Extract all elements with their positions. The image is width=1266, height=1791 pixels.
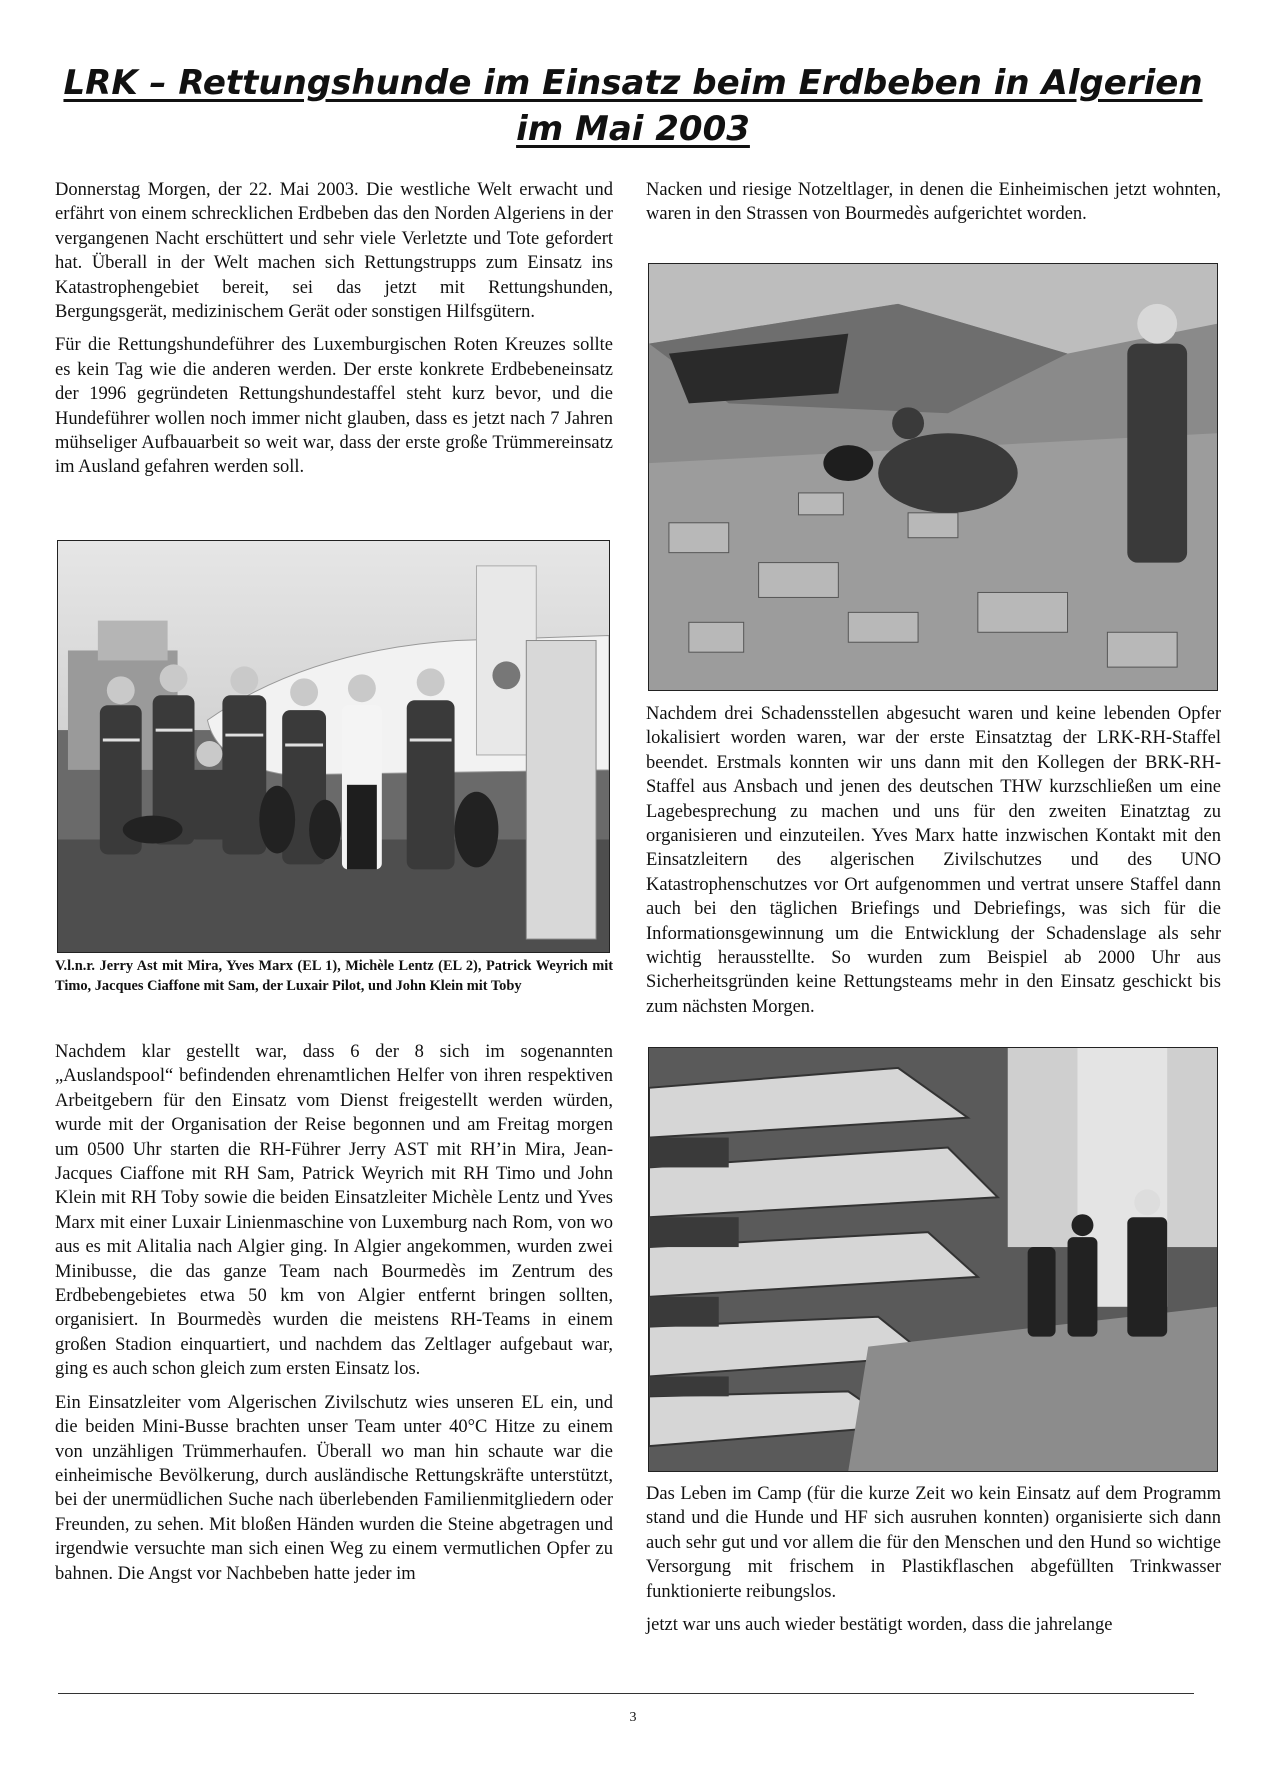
paragraph: Ein Einsatzleiter vom Algerischen Zivilschutz wies unseren EL ein, und die beiden Mini-Busse brachten unser Team unter 40°C Hitze zu einem von unzähligen Trümmerhaufen. Überall wo man hin schaute war die einheimische Bevölkerung, durch ausländische Rettungskräfte unterstützt, bei der unermüdlichen Suche nach überlebenden Familienmitgliedern oder Freunden, zu sehen. Mit bloßen Händen wurden die Steine abgetragen und irgendwie versuchte man sich einen Weg zu einem vermutlichen Opfer zu bahnen. Die Angst vor Nachbeben hatte jeder im xyxy=(55,1392,613,1584)
title-line-2: im Mai 2003 xyxy=(516,109,750,149)
right-column-middle xyxy=(646,702,1221,1028)
right-column-body xyxy=(646,1482,1221,1646)
paragraph: Nacken und riesige Notzeltlager, in denen die Einheimischen jetzt wohnten, waren in den Strassen von Bourmedès aufgerichtet worden. xyxy=(646,180,1221,225)
left-column-intro xyxy=(55,178,613,489)
paragraph: Das Leben im Camp (für die kurze Zeit wo kein Einsatz auf dem Programm stand und die Hunde und HF sich ausruhen konnten) organisierte sich dann auch sehr gut und vor allem die für den Menschen und den Hund so wichtige Versorgung mit frischem in Plastikflaschen abgefüllten Trinkwasser funktionierte reibungslos. xyxy=(646,1484,1221,1602)
right-column-intro xyxy=(646,178,1221,236)
page-number: 3 xyxy=(629,1710,637,1725)
team-photo-caption: V.l.n.r. Jerry Ast mit Mira, Yves Marx (EL 1), Michèle Lentz (EL 2), Patrick Weyrich mit Timo, Jacques Ciaffone mit Sam, der Luxair Pilot, und John Klein mit Toby xyxy=(55,958,613,994)
paragraph: Nachdem drei Schadensstellen abgesucht waren und keine lebenden Opfer lokalisiert worden waren, war der erste Einsatztag der LRK-RH-Staffel beendet. Erstmals konnten wir uns dann mit den Kollegen der BRK-RH-Staffel aus Ansbach und jenen des deutschen THW kurzschließen um eine Lagebesprechung zu machen und uns für den zweiten Einatztag zu organisieren und einzuteilen. Yves Marx hatte inzwischen Kontakt mit den Einsatzleitern des algerischen Zivilschutzes und des UNO Katastrophenschutzes vor Ort aufgenommen und vertrat unsere Staffel dann auch bei den täglichen Briefings und Debriefings, was sich für die Informationsgewinnung um die Entwicklung der Schadenslage als sehr wichtig herausstellte. So wurden zum Beispiel ab 2000 Uhr aus Sicherheitsgründen keine Rettungsteams mehr in den Einsatz geschickt bis zum nächsten Morgen. xyxy=(646,704,1221,1017)
paragraph: Donnerstag Morgen, der 22. Mai 2003. Die westliche Welt erwacht und erfährt von einem schrecklichen Erdbeben das den Norden Algeriens in der vergangenen Nacht erschüttert und sehr viele Verletzte und Tote gefordert hat. Überall in der Welt machen sich Rettungstrupps zum Einsatz ins Katastrophengebiet bereit, sei das jetzt mit Rettungshunden, Bergungsgerät, medizinischem Gerät oder sonstigen Hilfsgütern. xyxy=(55,180,613,323)
team-photo xyxy=(57,540,610,953)
paragraph: Für die Rettungshundeführer des Luxemburgischen Roten Kreuzes sollte es kein Tag wie die anderen werden. Der erste konkrete Erdbebeneinsatz der 1996 gegründeten Rettungshundestaffel steht kurz bevor, und die Hundeführer wollen noch immer nicht glauben, dass es jetzt nach 7 Jahren mühseliger Aufbauarbeit so weit war, dass der erste große Trümmereinsatz im Ausland gefahren werden soll. xyxy=(55,335,613,478)
left-column-body xyxy=(55,1040,613,1595)
paragraph: Nachdem klar gestellt war, dass 6 der 8 sich im sogenannten „Auslandspool“ befindenden ehrenamtlichen Helfer von ihren respektiven Arbeitgebern für den Einsatz vom Dienst freigestellt werden würden, wurde mit der Organisation der Reise begonnen und am Freitag morgen um 0500 Uhr starten die RH-Führer Jerry AST mit RH’in Mira, Jean-Jacques Ciaffone mit RH Sam, Patrick Weyrich mit RH Timo und John Klein mit RH Toby sowie die beiden Einsatzleiter Michèle Lentz und Yves Marx mit einer Luxair Linienmaschine von Luxemburg nach Rom, von wo aus es mit Alitalia nach Algier ging. In Algier angekommen, wurden zwei Minibusse, die das ganze Team nach Bourmedès im Zentrum des Erdbebengebietes etwa 50 km von Algier entfernt bringen sollten, organisiert. In Bourmedès wurden die meistens RH-Teams in einem großen Stadion einquartiert, und nachdem das Zeltlager aufgebaut war, ging es auch schon gleich zum ersten Einsatz los. xyxy=(55,1042,613,1380)
title-line-1: LRK – Rettungshunde im Einsatz beim Erdbeben in Algerien xyxy=(63,63,1203,103)
article-title xyxy=(60,60,1206,152)
collapsed-building-photo xyxy=(648,1047,1218,1472)
paragraph: jetzt war uns auch wieder bestätigt worden, dass die jahrelange xyxy=(646,1615,1113,1636)
footer-rule xyxy=(58,1693,1194,1694)
rubble-search-photo xyxy=(648,263,1218,691)
